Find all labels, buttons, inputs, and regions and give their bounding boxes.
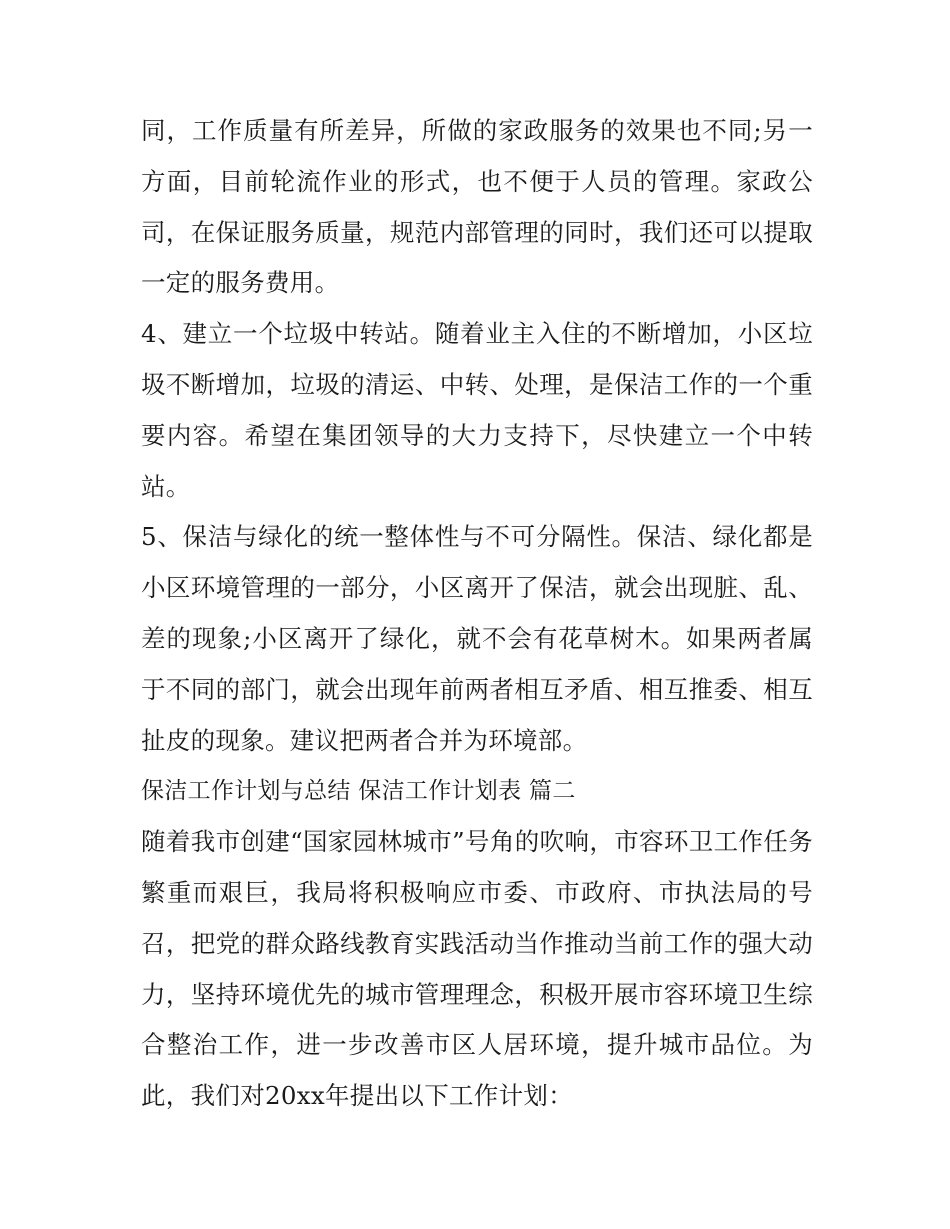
paragraph-household-service: 同，工作质量有所差异，所做的家政服务的效果也不同;另一方面，目前轮流作业的形式，也不便于人员的管理。家政公司，在保证服务质量，规范内部管理的同时，我们还可以提取一定的服务费用。 — [141, 116, 813, 298]
section-heading: 保洁工作计划与总结 保洁工作计划表 篇二 — [141, 778, 576, 805]
paragraph-cleaning-greening: 5、保洁与绿化的统一整体性与不可分隔性。保洁、绿化都是小区环境管理的一部分，小区离开了保洁，就会出现脏、乱、差的现象;小区离开了绿化，就不会有花草树木。如果两者属于不同的部门，就会出现年前两者相互矛盾、相互推委、相互扯皮的现象。建议把两者合并为环境部。 — [141, 522, 813, 755]
document-body — [141, 106, 813, 1122]
paragraph-garbage-station: 4、建立一个垃圾中转站。随着业主入住的不断增加，小区垃圾不断增加，垃圾的清运、中转、处理，是保洁工作的一个重要内容。希望在集团领导的大力支持下，尽快建立一个中转站。 — [141, 319, 813, 501]
paragraph-city-plan: 随着我市创建“国家园林城市”号角的吹响，市容环卫工作任务繁重而艰巨，我局将积极响应市委、市政府、市执法局的号召，把党的群众路线教育实践活动当作推动当前工作的强大动力，坚持环境优先的城市管理理念，积极开展市容环境卫生综合整治工作，进一步改善市区人居环境，提升城市品位。为此，我们对20xx年提出以下工作计划： — [141, 827, 813, 1111]
